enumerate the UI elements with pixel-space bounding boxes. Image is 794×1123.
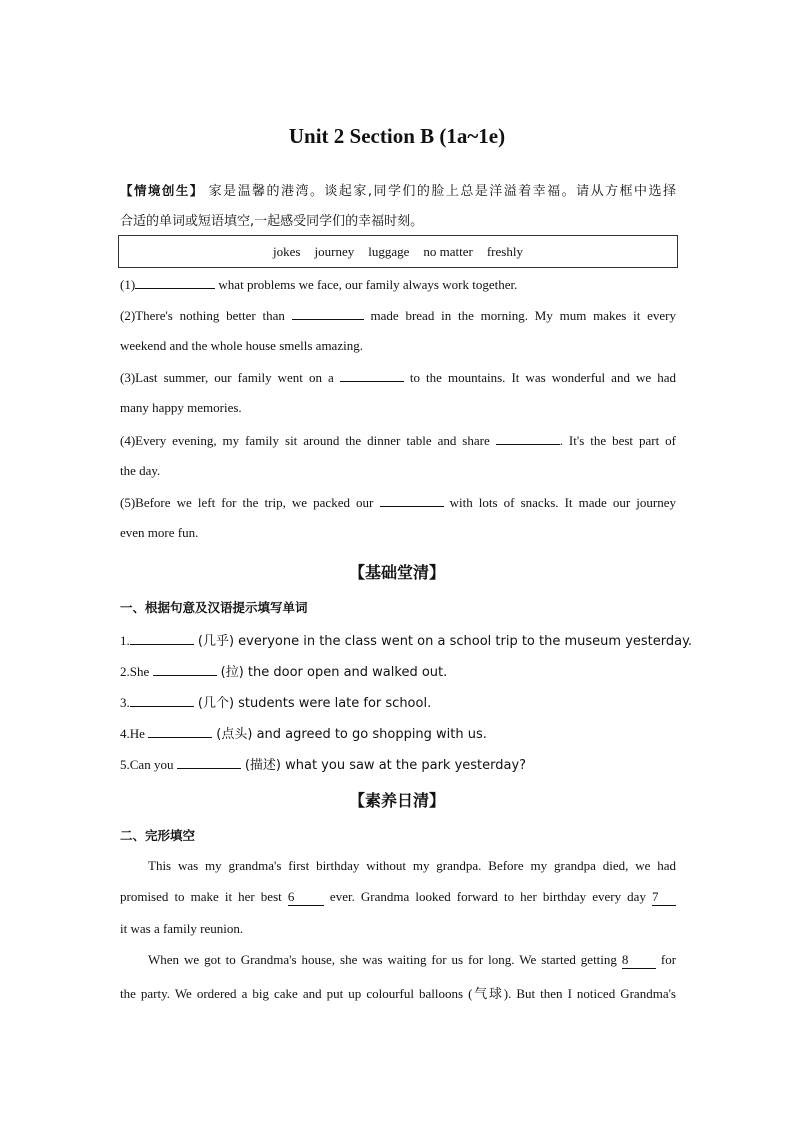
- cloze-paragraph-2-line-1: When we got to Grandma's house, she was waiting for us for long. We started getting 8 for: [148, 952, 677, 967]
- vocab-item-2: 2.She (拉) the door open and walked out.: [120, 664, 448, 680]
- answer-blank[interactable]: [292, 307, 364, 320]
- cloze-paragraph-1-line-3: it was a family reunion.: [120, 921, 244, 936]
- section-subheading-2: 二、完形填空: [120, 828, 196, 843]
- intro-line-2: 合适的单词或短语填空,一起感受同学们的幸福时刻。: [120, 214, 424, 229]
- section-heading-basic: 【基础堂清】: [348, 563, 445, 582]
- cloze-blank-8[interactable]: 8: [622, 952, 656, 969]
- word-box-item: freshly: [486, 243, 523, 259]
- section-subheading-1: 一、根据句意及汉语提示填写单词: [120, 600, 308, 615]
- situational-item-4-cont: the day.: [120, 463, 161, 478]
- vocab-item-1: 1. (几乎) everyone in the class went on a school trip to the museum yesterday.: [120, 633, 693, 649]
- vocab-item-4: 4.He (点头) and agreed to go shopping with us.: [120, 726, 487, 742]
- page-title: Unit 2 Section B (1a~1e): [288, 124, 506, 148]
- intro-text-1: 家是温馨的港湾。谈起家,同学们的脸上总是洋溢着幸福。请从方框中选择: [208, 184, 676, 199]
- intro-tag: 【情境创生】: [120, 183, 204, 198]
- answer-blank[interactable]: [153, 663, 217, 676]
- answer-blank[interactable]: [496, 432, 560, 445]
- answer-blank[interactable]: [177, 756, 241, 769]
- answer-blank[interactable]: [380, 494, 444, 507]
- situational-item-2-cont: weekend and the whole house smells amazing.: [120, 338, 363, 353]
- answer-blank[interactable]: [148, 725, 212, 738]
- cloze-blank-7[interactable]: 7: [652, 889, 676, 906]
- intro-line-1: [120, 180, 676, 199]
- situational-item-2: (2)There's nothing better than made bread in the morning. My mum makes it every: [120, 308, 677, 323]
- situational-item-5-cont: even more fun.: [120, 525, 199, 540]
- situational-item-1: (1) what problems we face, our family always work together.: [120, 277, 518, 292]
- vocab-item-5: 5.Can you (描述) what you saw at the park yesterday?: [120, 757, 527, 773]
- situational-item-5: (5)Before we left for the trip, we packed our with lots of snacks. It made our journey: [120, 495, 677, 510]
- cloze-paragraph-2-line-2: the party. We ordered a big cake and put up colourful balloons (气球). But then I noticed Grandma's: [120, 986, 676, 1001]
- situational-item-4: (4)Every evening, my family sit around the dinner table and share . It's the best part of: [120, 433, 676, 448]
- word-box: [118, 235, 678, 268]
- word-box-item: jokes: [273, 243, 301, 259]
- answer-blank[interactable]: [130, 632, 194, 645]
- situational-item-3: (3)Last summer, our family went on a to the mountains. It was wonderful and we had: [120, 370, 676, 385]
- word-box-item: luggage: [368, 243, 410, 259]
- situational-item-3-cont: many happy memories.: [120, 400, 242, 415]
- cloze-paragraph-1-line-1: This was my grandma's first birthday without my grandpa. Before my grandpa died, we had: [148, 858, 676, 873]
- answer-blank[interactable]: [340, 369, 404, 382]
- cloze-blank-6[interactable]: 6: [288, 889, 324, 906]
- answer-blank[interactable]: [130, 694, 194, 707]
- cloze-paragraph-1-line-2: promised to make it her best 6 ever. Grandma looked forward to her birthday every day 7: [120, 889, 676, 906]
- section-heading-literacy: 【素养日清】: [348, 791, 445, 810]
- word-box-item: journey: [314, 243, 355, 259]
- word-box-item: no matter: [423, 243, 473, 259]
- vocab-item-3: 3. (几个) students were late for school.: [120, 695, 432, 711]
- answer-blank[interactable]: [135, 276, 215, 289]
